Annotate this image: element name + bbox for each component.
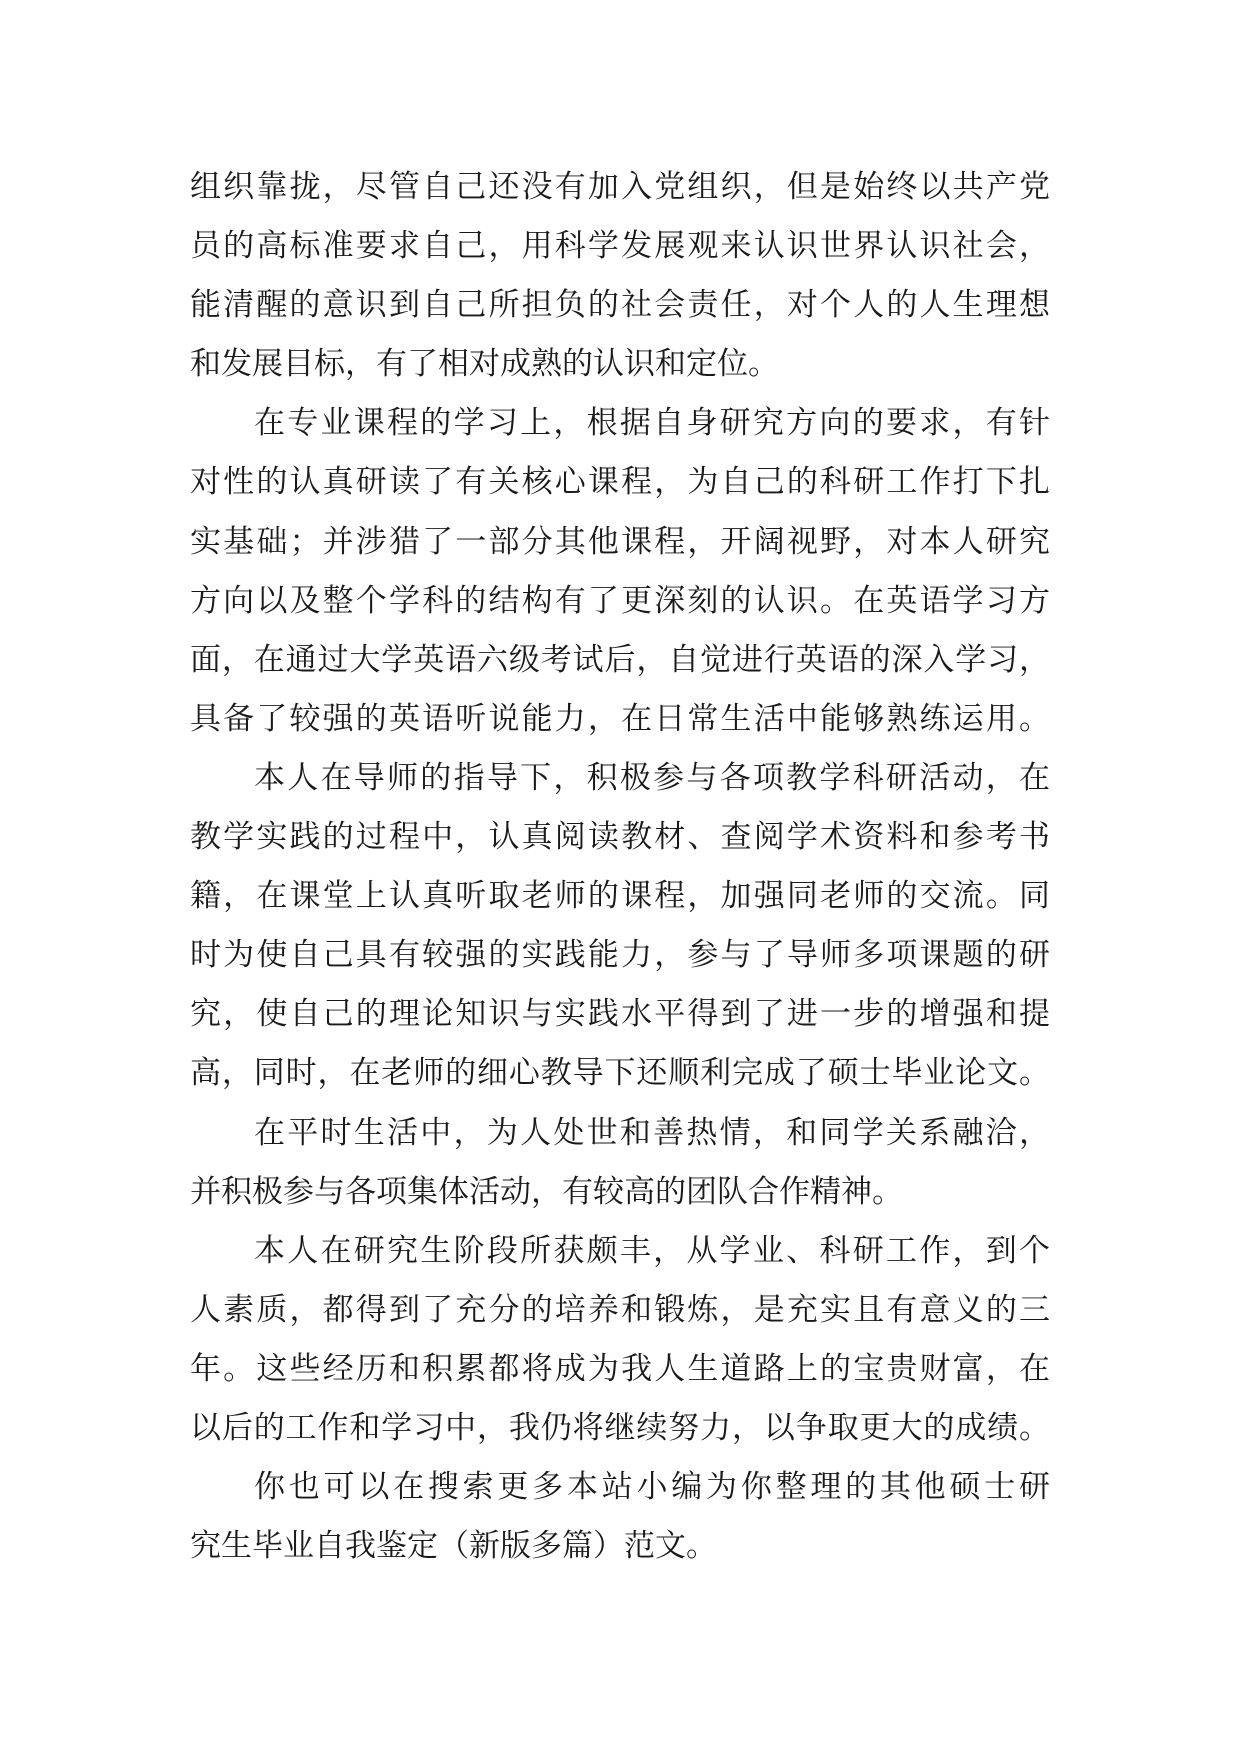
- text-line: 时为使自己具有较强的实践能力，参与了导师多项课题的研: [190, 937, 1050, 974]
- paragraph-first-line: 你也可以在搜索更多本站小编为你整理的其他硕士研: [254, 1469, 1050, 1506]
- text-line: 人素质，都得到了充分的培养和锻炼，是充实且有意义的三: [190, 1291, 1050, 1328]
- text-line: 和发展目标，有了相对成熟的认识和定位。: [190, 346, 779, 383]
- text-line: 年。这些经历和积累都将成为我人生道路上的宝贵财富，在: [190, 1350, 1050, 1387]
- paragraph-first-line: 在平时生活中，为人处世和善热情，和同学关系融洽，: [254, 1114, 1050, 1151]
- text-line: 面，在通过大学英语六级考试后，自觉进行英语的深入学习，: [190, 641, 1050, 678]
- paragraph-first-line: 本人在导师的指导下，积极参与各项教学科研活动，在: [254, 759, 1050, 796]
- text-line: 具备了较强的英语听说能力，在日常生活中能够熟练运用。: [190, 700, 1050, 737]
- paragraph-first-line: 本人在研究生阶段所获颇丰，从学业、科研工作，到个: [254, 1232, 1050, 1269]
- text-line: 对性的认真研读了有关核心课程，为自己的科研工作打下扎: [190, 464, 1050, 501]
- paragraph-first-line: 在专业课程的学习上，根据自身研究方向的要求，有针: [254, 405, 1050, 442]
- text-line: 教学实践的过程中，认真阅读教材、查阅学术资料和参考书: [190, 819, 1050, 856]
- text-line: 组织靠拢，尽管自己还没有加入党组织，但是始终以共产党: [190, 169, 1050, 205]
- text-line: 究，使自己的理论知识与实践水平得到了进一步的增强和提: [190, 996, 1050, 1033]
- text-line: 并积极参与各项集体活动，有较高的团队合作精神。: [190, 1173, 903, 1210]
- text-line: 高，同时，在老师的细心教导下还顺利完成了硕士毕业论文。: [190, 1055, 1050, 1092]
- text-line: 员的高标准要求自己，用科学发展观来认识世界认识社会，: [190, 228, 1050, 265]
- text-line: 籍，在课堂上认真听取老师的课程，加强同老师的交流。同: [190, 878, 1050, 915]
- text-line: 方向以及整个学科的结构有了更深刻的认识。在英语学习方: [190, 582, 1050, 619]
- text-line: 能清醒的意识到自己所担负的社会责任，对个人的人生理想: [190, 287, 1050, 324]
- text-line: 究生毕业自我鉴定（新版多篇）范文。: [190, 1528, 717, 1565]
- body-text: [190, 158, 1050, 1576]
- text-line: 以后的工作和学习中，我仍将继续努力，以争取更大的成绩。: [190, 1409, 1050, 1446]
- text-line: 实基础；并涉猎了一部分其他课程，开阔视野，对本人研究: [190, 523, 1050, 560]
